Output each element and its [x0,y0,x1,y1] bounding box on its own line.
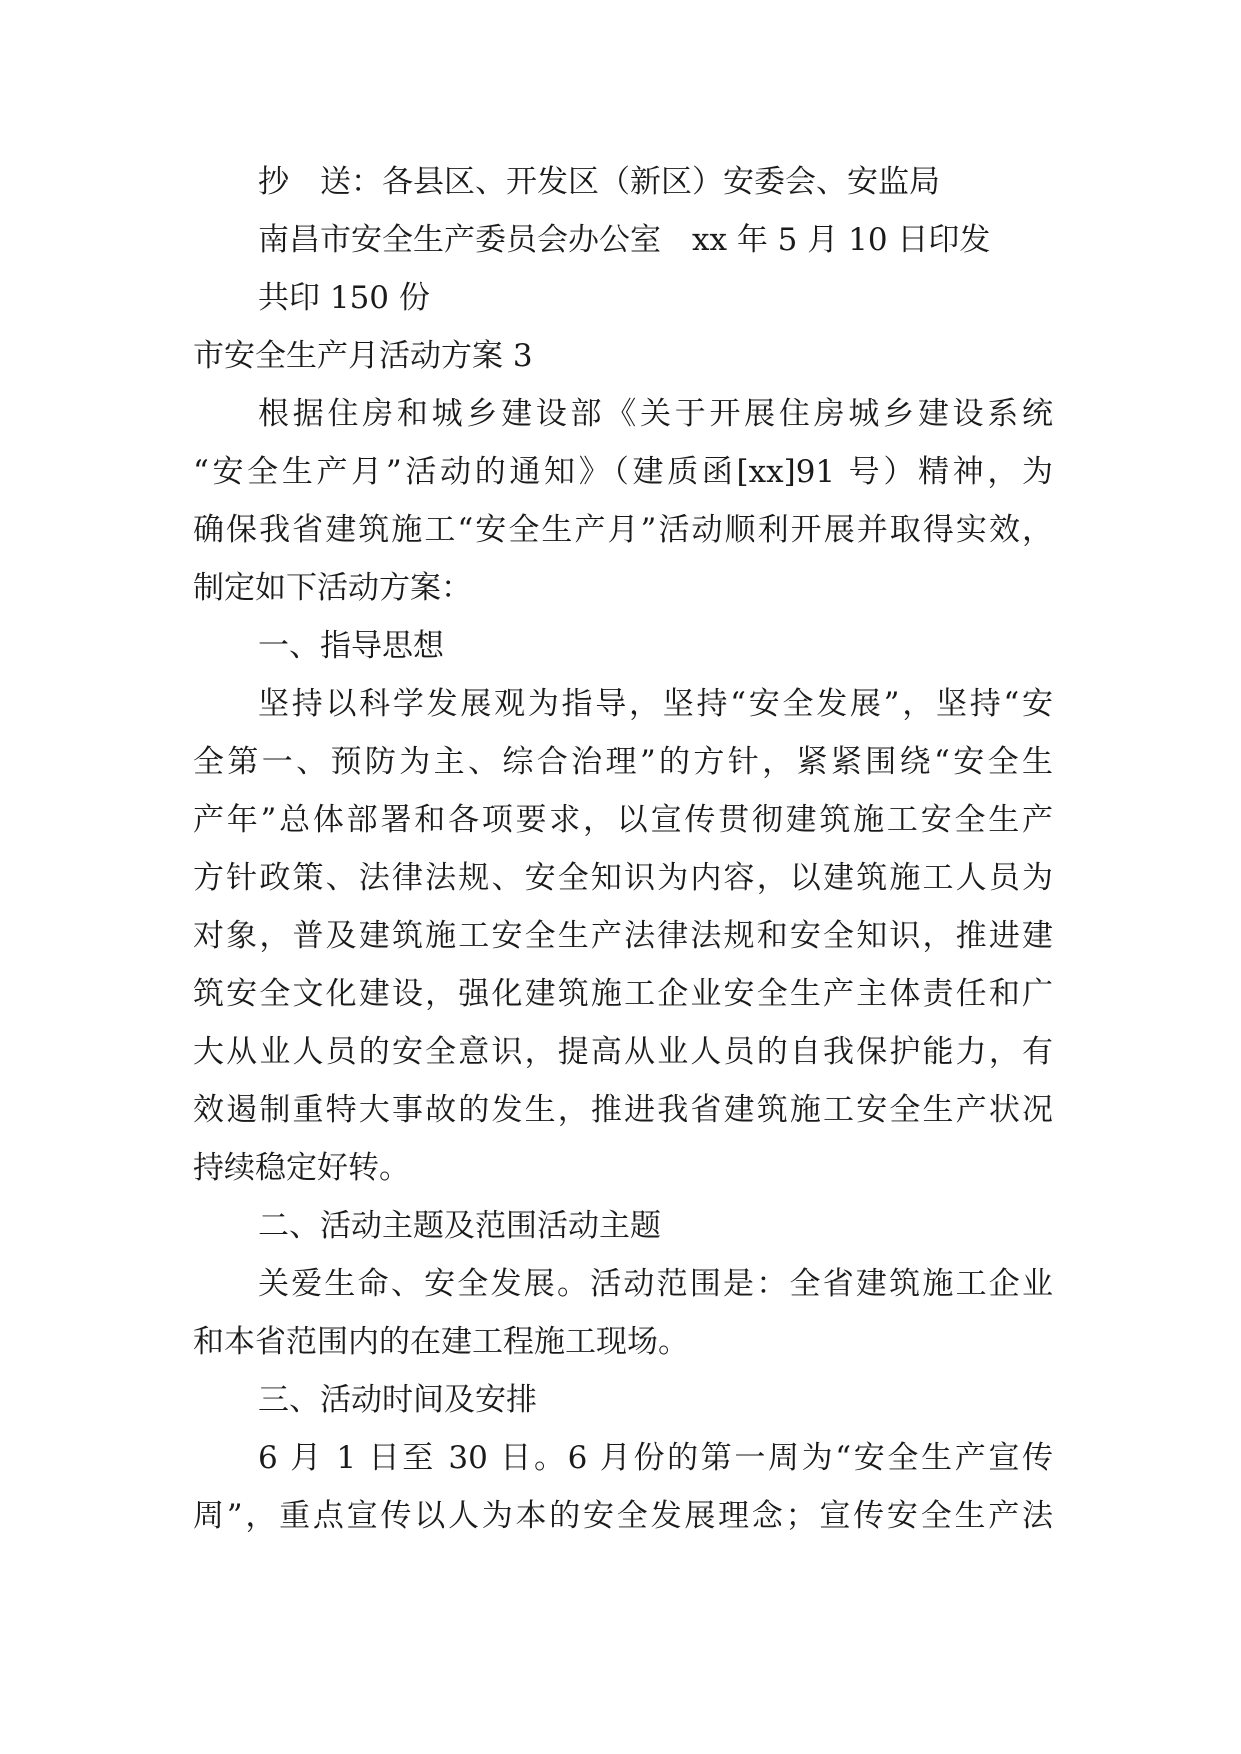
intro-line: 根据住房和城乡建设部《关于开展住房城乡建设系统 [258,396,1053,432]
intro-line: “安全生产月”活动的通知》（建质函[xx]91 号）精神，为 [193,454,1053,490]
document-body [193,153,1053,1545]
para2-line: 和本省范围内的在建工程施工现场。 [193,1324,689,1360]
para1-line: 大从业人员的安全意识，提高从业人员的自我保护能力，有 [193,1034,1053,1070]
para2-line: 关爱生命、安全发展。活动范围是：全省建筑施工企业 [258,1266,1053,1302]
para1-line: 产年”总体部署和各项要求，以宣传贯彻建筑施工安全生产 [193,802,1053,838]
para1-line: 筑安全文化建设，强化建筑施工企业安全生产主体责任和广 [193,976,1053,1012]
intro-line: 制定如下活动方案： [193,570,472,606]
heading-guiding-ideology: 一、指导思想 [258,628,444,664]
intro-line: 确保我省建筑施工“安全生产月”活动顺利开展并取得实效， [193,512,1053,548]
para1-line: 效遏制重特大事故的发生，推进我省建筑施工安全生产状况 [193,1092,1053,1128]
para3-line: 6 月 1 日至 30 日。6 月份的第一周为“安全生产宣传 [258,1440,1053,1476]
copies-line: 共印 150 份 [258,280,430,316]
heading-theme-scope: 二、活动主题及范围活动主题 [258,1208,661,1244]
para1-line: 全第一、预防为主、综合治理”的方针，紧紧围绕“安全生 [193,744,1053,780]
section-title: 市安全生产月活动方案 3 [193,338,533,374]
para3-line: 周”，重点宣传以人为本的安全发展理念；宣传安全生产法 [193,1498,1053,1534]
para1-line: 持续稳定好转。 [193,1150,410,1186]
issuer-line: 南昌市安全生产委员会办公室 xx 年 5 月 10 日印发 [258,222,991,258]
para1-line: 坚持以科学发展观为指导，坚持“安全发展”，坚持“安 [258,686,1053,722]
para1-line: 方针政策、法律法规、安全知识为内容，以建筑施工人员为 [193,860,1053,896]
heading-time-arrangement: 三、活动时间及安排 [258,1382,537,1418]
cc-line: 抄 送：各县区、开发区（新区）安委会、安监局 [258,164,940,200]
para1-line: 对象，普及建筑施工安全生产法律法规和安全知识，推进建 [193,918,1053,954]
